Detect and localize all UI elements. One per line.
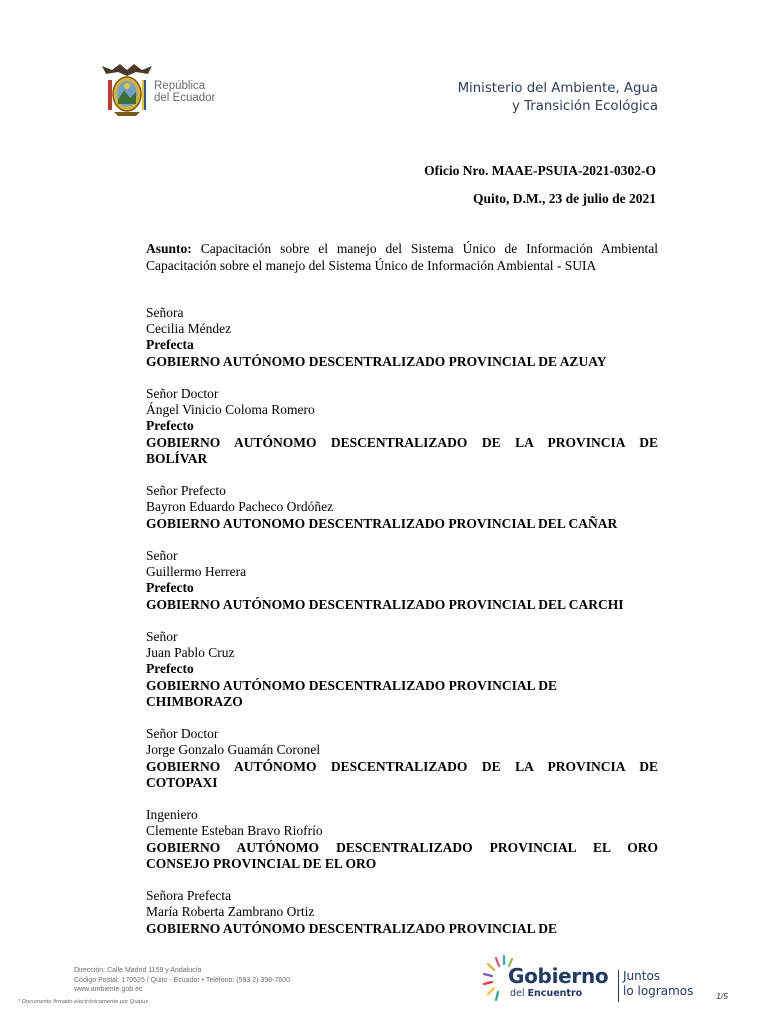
recipient-name: Juan Pablo Cruz bbox=[146, 645, 235, 661]
recipient-name: Ángel Vinicio Coloma Romero bbox=[146, 402, 315, 418]
subject-text: Capacitación sobre el manejo del Sistema Único de Información Ambiental Capacitación sobre el manejo del Sistema Único de Información Ambiental - SUIA bbox=[146, 241, 659, 273]
subject-label: Asunto: bbox=[146, 241, 192, 256]
recipient-institution: GOBIERNO AUTÓNOMO DESCENTRALIZADO PROVINCIAL DE bbox=[146, 920, 558, 936]
republic-text bbox=[154, 80, 215, 104]
ministry-line-2: y Transición Ecológica bbox=[512, 98, 658, 114]
recipient-institution: GOBIERNO AUTÓNOMO DESCENTRALIZADO PROVINCIAL DE AZUAY bbox=[146, 353, 607, 369]
recipient-salutation: Señor Prefecto bbox=[146, 483, 226, 499]
recipient-salutation: Señora bbox=[146, 305, 184, 320]
recipient-role: Prefecto bbox=[146, 580, 194, 596]
recipient-institution: GOBIERNO AUTÓNOMO DESCENTRALIZADO PROVINCIAL DEL CARCHI bbox=[146, 596, 624, 612]
recipient-block bbox=[146, 305, 658, 370]
recipient-salutation: Ingeniero bbox=[146, 807, 198, 823]
gobierno-subtext-prefix: del bbox=[510, 988, 525, 999]
footer-website: www.ambiente.gob.ec bbox=[74, 986, 143, 993]
recipient-institution: GOBIERNO AUTONOMO DESCENTRALIZADO PROVINCIAL DEL CAÑAR bbox=[146, 515, 618, 531]
recipient-block bbox=[146, 888, 658, 937]
recipient-name: Bayron Eduardo Pacheco Ordóñez bbox=[146, 499, 334, 515]
recipient-institution: GOBIERNO AUTÓNOMO DESCENTRALIZADO DE LA PROVINCIA DE bbox=[146, 758, 658, 774]
ministry-line-1: Ministerio del Ambiente, Agua bbox=[457, 81, 658, 96]
page-number: 1/5 bbox=[716, 991, 728, 1001]
footer-address bbox=[74, 966, 290, 995]
footer-address-line-1: Dirección: Calle Madrid 1159 y Andalucía bbox=[74, 967, 202, 974]
recipient-block bbox=[146, 483, 658, 532]
gobierno-logo bbox=[482, 950, 702, 1010]
recipient-list bbox=[146, 305, 658, 953]
subject bbox=[146, 240, 658, 274]
gobierno-text: Gobierno bbox=[508, 964, 609, 988]
recipient-institution-line-2: COTOPAXI bbox=[146, 774, 218, 790]
ministry-name bbox=[458, 80, 658, 115]
recipient-salutation: Señor bbox=[146, 629, 178, 644]
recipient-salutation: Señor Doctor bbox=[146, 726, 219, 742]
recipient-salutation: Señor bbox=[146, 548, 178, 563]
republic-logo bbox=[100, 60, 240, 120]
recipient-name: Cecilia Méndez bbox=[146, 321, 232, 337]
recipient-name: María Roberta Zambrano Ortiz bbox=[146, 904, 315, 920]
electronic-signature-note: * Documento firmado electrónicamente por Quipux bbox=[18, 999, 149, 1005]
recipient-institution: GOBIERNO AUTÓNOMO DESCENTRALIZADO PROVINCIAL DE bbox=[146, 677, 558, 693]
recipient-name: Jorge Gonzalo Guamán Coronel bbox=[146, 742, 321, 758]
gobierno-subtext-bold: Encuentro bbox=[527, 988, 583, 999]
recipient-institution-line-2: BOLÍVAR bbox=[146, 450, 208, 466]
slogan bbox=[623, 969, 693, 999]
recipient-salutation: Señor Doctor bbox=[146, 386, 219, 401]
slogan-line-2: lo logramos bbox=[623, 984, 694, 998]
recipient-institution-line-2: CHIMBORAZO bbox=[146, 693, 243, 709]
gobierno-subtext bbox=[510, 988, 582, 999]
recipient-block bbox=[146, 726, 658, 791]
recipient-institution: GOBIERNO AUTÓNOMO DESCENTRALIZADO DE LA PROVINCIA DE bbox=[146, 434, 658, 450]
recipient-name: Clemente Esteban Bravo Riofrío bbox=[146, 823, 323, 839]
recipient-institution-line-2: CONSEJO PROVINCIAL DE EL ORO bbox=[146, 855, 377, 871]
ecuador-coat-of-arms-icon bbox=[100, 60, 154, 118]
oficio-number: Oficio Nro. MAAE-PSUIA-2021-0302-O bbox=[424, 163, 656, 178]
recipient-name: Guillermo Herrera bbox=[146, 564, 247, 580]
recipient-block bbox=[146, 629, 658, 710]
recipient-block bbox=[146, 386, 658, 467]
recipient-role: Prefecto bbox=[146, 661, 194, 677]
place-date: Quito, D.M., 23 de julio de 2021 bbox=[472, 191, 656, 206]
recipient-role: Prefecta bbox=[146, 337, 194, 353]
republic-line-2: del Ecuador bbox=[154, 92, 216, 104]
logo-divider bbox=[618, 970, 619, 1002]
recipient-institution: GOBIERNO AUTÓNOMO DESCENTRALIZADO PROVINCIAL EL ORO bbox=[146, 839, 658, 855]
recipient-block bbox=[146, 548, 658, 613]
recipient-block bbox=[146, 807, 658, 872]
recipient-salutation: Señora Prefecta bbox=[146, 888, 232, 904]
republic-line-1: República bbox=[154, 80, 206, 92]
slogan-line-1: Juntos bbox=[623, 969, 661, 983]
recipient-role: Prefecto bbox=[146, 418, 194, 434]
footer-address-line-2: Código Postal: 170525 / Quito - Ecuador • Teléfono: (593 2) 398-7600 bbox=[74, 976, 290, 984]
